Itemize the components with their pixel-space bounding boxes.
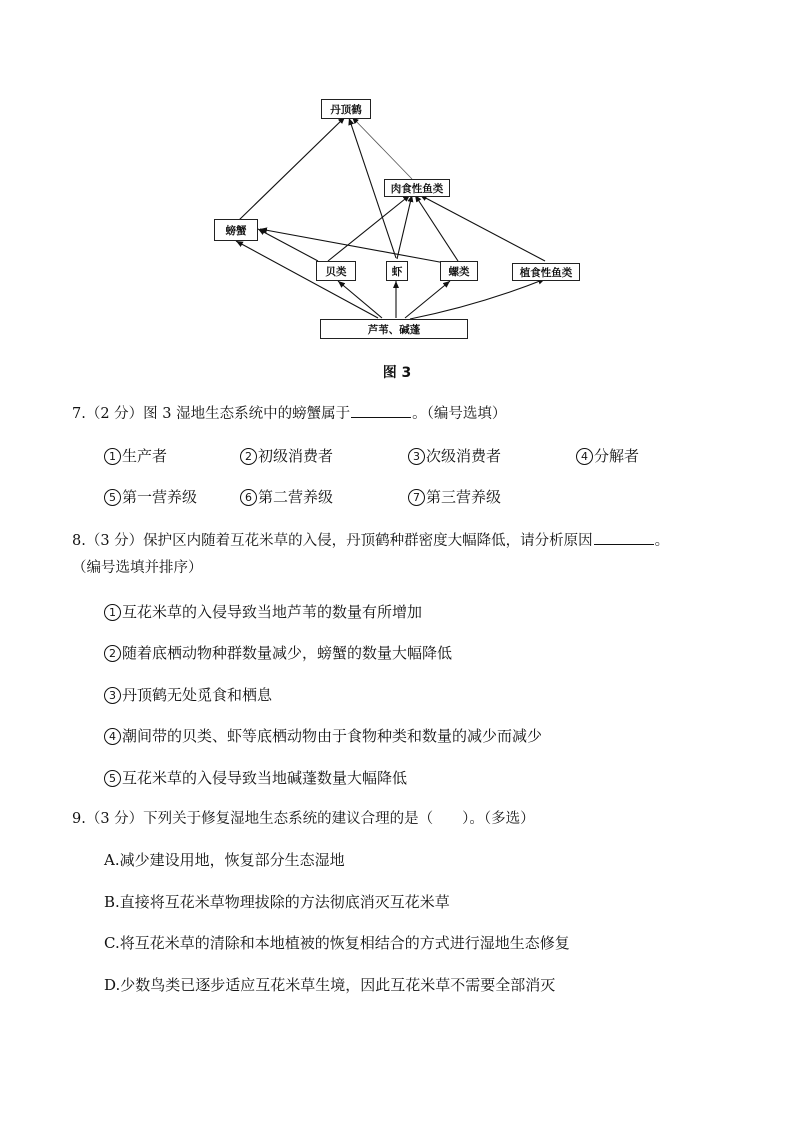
q7-stem: [72, 403, 506, 424]
node-crane: 丹顶鹤: [321, 99, 371, 119]
q8-option-2: [104, 643, 452, 663]
circled-number: 4: [576, 448, 593, 465]
q7-option-1: [104, 446, 167, 466]
circled-number: 2: [104, 645, 121, 662]
node-crab: 螃蟹: [214, 219, 258, 241]
arrow-plants-herb: [410, 279, 545, 319]
q7-stem-text: 7.（2 分）图 3 湿地生态系统中的螃蟹属于: [72, 406, 351, 422]
q8-option-1: [104, 602, 422, 622]
q9-option-d: D.少数鸟类已逐步适应互花米草生境，因此互花米草不需要全部消灭: [104, 976, 556, 994]
arrow-snail-crab: [260, 229, 445, 263]
option-text: 潮间带的贝类、虾等底栖动物由于食物种类和数量的减少而减少: [122, 727, 543, 745]
q8-option-4: [104, 726, 542, 746]
q9-option-b: B.直接将互花米草物理拔除的方法彻底消灭互花米草: [104, 893, 450, 911]
circled-number: 1: [104, 604, 121, 621]
q7-stem-tail: 。（编号选填）: [412, 406, 507, 422]
node-snail: 螺类: [440, 261, 478, 281]
q7-option-5: [104, 487, 197, 507]
q8-option-5: [104, 768, 407, 788]
food-web-arrows: [200, 95, 600, 355]
option-text: 随着底栖动物种群数量减少，螃蟹的数量大幅降低: [122, 644, 453, 662]
node-shrimp: 虾: [386, 261, 408, 281]
q9-option-c: C.将互花米草的清除和本地植被的恢复相结合的方式进行湿地生态修复: [104, 934, 570, 952]
option-text: 次级消费者: [426, 447, 502, 465]
option-text: 第一营养级: [122, 488, 198, 506]
circled-number: 5: [104, 770, 121, 787]
circled-number: 6: [240, 489, 257, 506]
q7-option-7: [408, 487, 501, 507]
option-text: 第三营养级: [426, 488, 502, 506]
arrow-fish-crane: [352, 117, 412, 179]
q8-stem: [72, 530, 669, 551]
option-text: 分解者: [594, 447, 640, 465]
arrow-plants-crab: [236, 241, 378, 318]
q7-option-2: [240, 446, 333, 466]
arrow-herb-fish: [420, 195, 545, 261]
q7-option-6: [240, 487, 333, 507]
q7-answer-blank[interactable]: [351, 403, 411, 418]
q8-stem-text: 8.（3 分）保护区内随着互花米草的入侵，丹顶鹤种群密度大幅降低，请分析原因: [72, 533, 593, 549]
node-plants: 芦苇、碱蓬: [320, 319, 468, 339]
circled-number: 4: [104, 728, 121, 745]
node-carnivorous-fish: 肉食性鱼类: [384, 179, 450, 197]
figure-caption: 图 3: [382, 365, 412, 381]
option-text: 互花米草的入侵导致当地碱蓬数量大幅降低: [122, 769, 408, 787]
arrow-snail-fish: [415, 195, 458, 261]
q9-stem: 9.（3 分）下列关于修复湿地生态系统的建议合理的是（ ）。（多选）: [72, 811, 535, 827]
q7-option-3: [408, 446, 501, 466]
q8-answer-blank[interactable]: [594, 530, 654, 545]
circled-number: 7: [408, 489, 425, 506]
option-text: 初级消费者: [258, 447, 334, 465]
node-shellfish: 贝类: [316, 261, 356, 281]
food-web-diagram: [200, 95, 600, 355]
circled-number: 3: [104, 687, 121, 704]
q8-option-3: [104, 685, 272, 705]
option-text: 第二营养级: [258, 488, 334, 506]
circled-number: 2: [240, 448, 257, 465]
arrow-shrimp-fish: [397, 195, 412, 259]
node-herbivorous-fish: 植食性鱼类: [512, 263, 580, 281]
option-text: 丹顶鹤无处觅食和栖息: [122, 686, 273, 704]
circled-number: 3: [408, 448, 425, 465]
q8-stem-line2: （编号选填并排序）: [72, 560, 203, 576]
arrow-crab-crane: [238, 117, 345, 221]
q7-option-4: [576, 446, 639, 466]
option-text: 生产者: [122, 447, 168, 465]
arrow-plants-snail: [405, 281, 450, 318]
q8-stem-tail: 。: [654, 533, 670, 549]
circled-number: 1: [104, 448, 121, 465]
arrow-shell-fish: [328, 195, 410, 261]
circled-number: 5: [104, 489, 121, 506]
option-text: 互花米草的入侵导致当地芦苇的数量有所增加: [122, 603, 423, 621]
q9-option-a: A.减少建设用地，恢复部分生态湿地: [104, 851, 345, 869]
